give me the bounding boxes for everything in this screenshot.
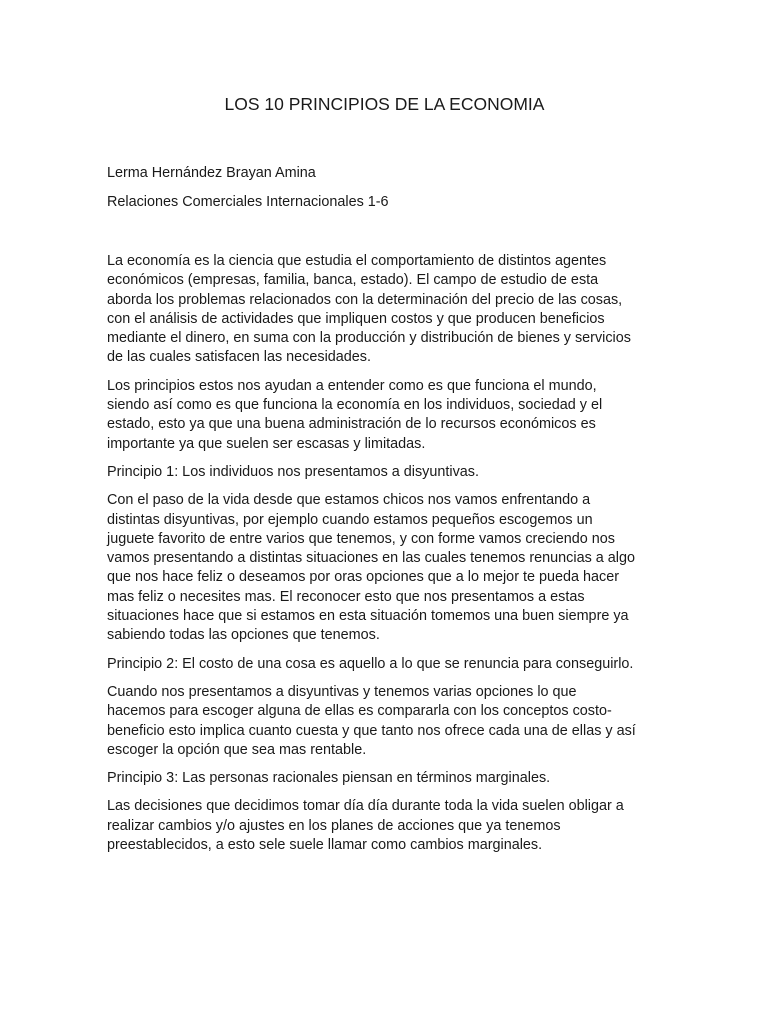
- paragraph-line: distintas disyuntivas, por ejemplo cuando estamos pequeños escogemos un: [107, 511, 593, 528]
- paragraph: [107, 252, 662, 368]
- paragraph-line: Principio 2: El costo de una cosa es aquello a lo que se renuncia para conseguirlo.: [107, 655, 634, 672]
- paragraph-line: de las cuales satisfacen las necesidades.: [107, 349, 371, 366]
- paragraph-line: La economía es la ciencia que estudia el comportamiento de distintos agentes: [107, 253, 607, 269]
- paragraph-line: escoger la opción que sea mas rentable.: [107, 741, 367, 758]
- paragraph-line: juguete favorito de entre varios que tenemos, y con forme vamos creciendo nos: [107, 530, 615, 547]
- document-body: [107, 252, 662, 864]
- paragraph-line: aborda los problemas relacionados con la determinación del precio de las cosas,: [107, 291, 623, 308]
- paragraph-line: Los principios estos nos ayudan a entender como es que funciona el mundo,: [107, 377, 597, 394]
- paragraph: [107, 463, 662, 482]
- paragraph: [107, 769, 662, 788]
- paragraph-line: con el análisis de actividades que impliquen costos y que producen beneficios: [107, 310, 605, 327]
- paragraph-line: vamos presentando a distintas situaciones en las cuales tenemos renuncias a algo: [107, 550, 635, 567]
- paragraph-line: estado, esto ya que una buena administración de lo recursos económicos es: [107, 416, 596, 433]
- paragraph-line: sabiendo todas las opciones que tenemos.: [107, 627, 380, 644]
- paragraph: [107, 491, 662, 645]
- author-name: Lerma Hernández Brayan Amina: [107, 165, 316, 181]
- paragraph-line: preestablecidos, a esto sele suele llamar como cambios marginales.: [107, 837, 543, 854]
- document-title: LOS 10 PRINCIPIOS DE LA ECONOMIA: [224, 94, 545, 114]
- paragraph-line: mediante el dinero, en suma con la producción y distribución de bienes y servicios: [107, 330, 631, 347]
- paragraph-line: Cuando nos presentamos a disyuntivas y tenemos varias opciones lo que: [107, 683, 577, 700]
- paragraph-line: realizar cambios y/o ajustes en los planes de acciones que ya tenemos: [107, 817, 561, 834]
- course-name: Relaciones Comerciales Internacionales 1-6: [107, 194, 389, 210]
- paragraph-line: beneficio esto implica cuanto cuesta y que tanto nos ofrece cada una de ellas y así: [107, 722, 636, 739]
- paragraph-line: importante ya que suelen ser escasas y limitadas.: [107, 435, 426, 452]
- paragraph-line: situaciones hace que si estamos en esta situación tomemos una buen siempre ya: [107, 608, 629, 625]
- paragraph-line: Principio 3: Las personas racionales piensan en términos marginales.: [107, 770, 551, 787]
- paragraph-line: económicos (empresas, familia, banca, estado). El campo de estudio de esta: [107, 272, 599, 289]
- paragraph: [107, 655, 662, 674]
- paragraph-line: Principio 1: Los individuos nos presentamos a disyuntivas.: [107, 463, 479, 480]
- paragraph-line: Con el paso de la vida desde que estamos chicos nos vamos enfrentando a: [107, 492, 591, 509]
- paragraph-line: Las decisiones que decidimos tomar día día durante toda la vida suelen obligar a: [107, 798, 624, 815]
- paragraph-line: que nos hace feliz o deseamos por oras opciones que a lo mejor te pueda hacer: [107, 569, 619, 586]
- paragraph: [107, 797, 662, 855]
- paragraph: [107, 683, 662, 760]
- paragraph-line: mas feliz o necesites mas. El reconocer esto que nos presentamos a estas: [107, 588, 585, 605]
- paragraph-line: siendo así como es que funciona la economía en los individuos, sociedad y el: [107, 397, 603, 414]
- paragraph-line: hacemos para escoger alguna de ellas es compararla con los conceptos costo-: [107, 703, 612, 720]
- paragraph: [107, 377, 662, 454]
